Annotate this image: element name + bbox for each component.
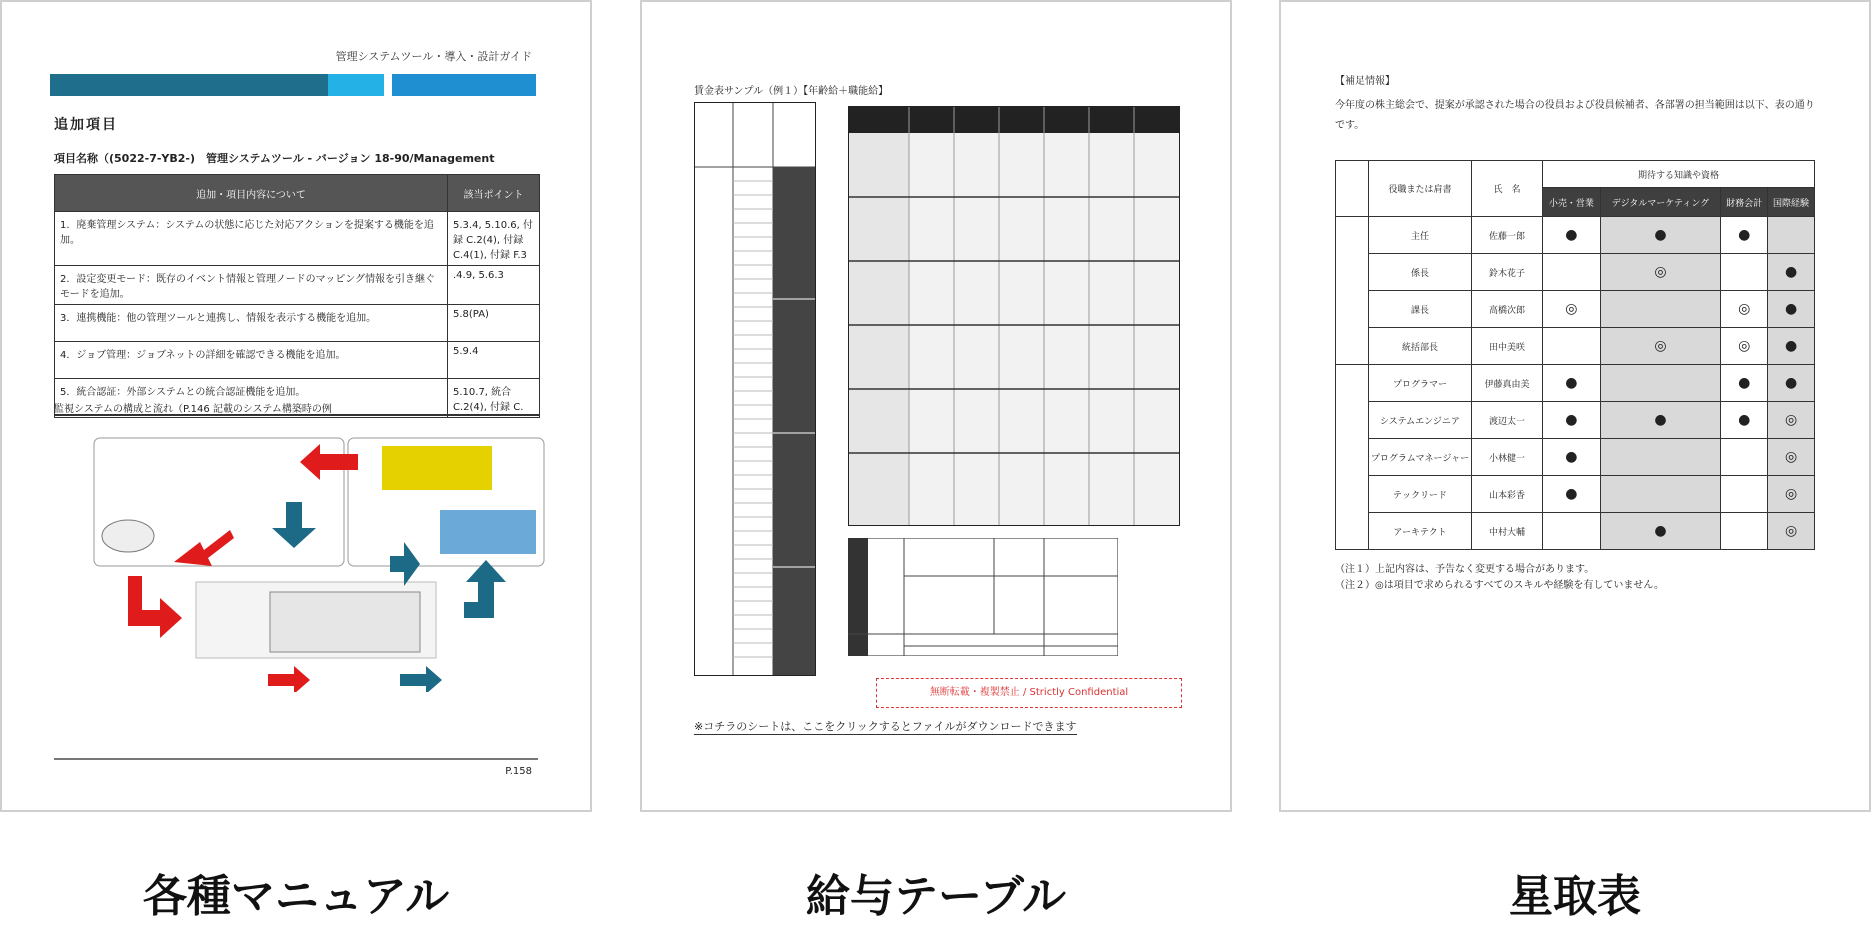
role-cell: 係長: [1369, 254, 1472, 291]
caption-salary: 給与テーブル: [805, 871, 1067, 922]
notes: [1335, 562, 1664, 594]
table-row: [1336, 254, 1815, 291]
col-header-point: 該当ポイント: [448, 175, 540, 212]
skill-col: デジタルマーケティング: [1600, 188, 1721, 217]
mark-cell: [1600, 365, 1721, 402]
additions-table: [54, 174, 540, 418]
table-row: [55, 342, 540, 379]
footer-divider: [54, 758, 538, 760]
name-cell: 伊藤真由美: [1472, 365, 1543, 402]
salary-page: [640, 0, 1232, 812]
row-text: 3．連携機能：他の管理ツールと連携し、情報を表示する機能を追加。: [55, 305, 448, 342]
table-row: [1336, 217, 1815, 254]
col-header-content: 追加・項目内容について: [55, 175, 448, 212]
col-role: 役職または肩書: [1369, 161, 1472, 217]
group-cell: [1336, 217, 1369, 365]
skills-intro: 今年度の株主総会で、提案が承認された場合の役員および役員候補者、各部署の担当範囲は以下、表の通りです。: [1335, 100, 1815, 131]
mark-cell: ●: [1600, 217, 1721, 254]
col-group: 期待する知識や資格: [1543, 161, 1815, 188]
mark-cell: ●: [1600, 513, 1721, 550]
mark-cell: ●: [1543, 217, 1601, 254]
row-text: 1．廃棄管理システム：システムの状態に応じた対応アクションを提案する機能を追加。: [55, 212, 448, 266]
caption-manual: 各種マニュアル: [142, 871, 450, 922]
table-row: [1336, 328, 1815, 365]
manual-header: 管理システムツール・導入・設計ガイド: [335, 50, 532, 63]
mark-cell: ●: [1543, 365, 1601, 402]
row-point: 5.10.7, 統合 C.2(4), 付録 C.: [448, 379, 540, 418]
name-cell: 佐藤一郎: [1472, 217, 1543, 254]
mark-cell: ●: [1543, 402, 1601, 439]
table-row: [55, 305, 540, 342]
corner-cell: [1336, 161, 1369, 217]
role-cell: アーキテクト: [1369, 513, 1472, 550]
role-cell: 統括部長: [1369, 328, 1472, 365]
skill-col: 国際経験: [1768, 188, 1815, 217]
table-row: [1336, 476, 1815, 513]
name-cell: 田中美咲: [1472, 328, 1543, 365]
mark-cell: [1543, 513, 1601, 550]
mark-cell: ●: [1768, 254, 1815, 291]
role-cell: プログラマー: [1369, 365, 1472, 402]
table-row: [1336, 291, 1815, 328]
table-row: [1336, 402, 1815, 439]
skill-col: 小売・営業: [1543, 188, 1601, 217]
mark-cell: ◎: [1721, 328, 1768, 365]
mark-cell: [1543, 328, 1601, 365]
skill-col: 財務会計: [1721, 188, 1768, 217]
mark-cell: ◎: [1721, 291, 1768, 328]
header-color-bar: [50, 74, 540, 96]
mark-cell: ◎: [1768, 513, 1815, 550]
mark-cell: ◎: [1768, 402, 1815, 439]
mark-cell: ◎: [1600, 328, 1721, 365]
mark-cell: [1721, 513, 1768, 550]
project-name: 項目名称（(5022-7-YB2-) 管理システムツール - バージョン 18-90/Management: [54, 152, 495, 165]
name-cell: 山本彩香: [1472, 476, 1543, 513]
download-link[interactable]: ※コチラのシートは、ここをクリックするとファイルがダウンロードできます: [694, 720, 1077, 733]
mark-cell: ●: [1721, 365, 1768, 402]
name-cell: 鈴木花子: [1472, 254, 1543, 291]
diagram-note: 監視システムの構成と流れ（P.146 記載のシステム構築時の例: [54, 404, 332, 415]
role-cell: プログラムマネージャー: [1369, 439, 1472, 476]
row-point: .4.9, 5.6.3: [448, 266, 540, 305]
mark-cell: ●: [1721, 217, 1768, 254]
grade-wage-grid: [848, 106, 1180, 526]
skills-page: [1279, 0, 1871, 812]
note-1: （注１）上記内容は、予告なく変更する場合があります。: [1335, 564, 1595, 575]
mark-cell: ◎: [1543, 291, 1601, 328]
wage-components-table: [848, 538, 1118, 656]
mark-cell: [1600, 476, 1721, 513]
salary-title: 賃金表サンプル（例１）【年齢給＋職能給】: [694, 86, 889, 97]
row-text: 5．統合認証：外部システムとの統合認証機能を追加。: [55, 379, 448, 418]
mark-cell: [1721, 254, 1768, 291]
row-point: 5.8(PA): [448, 305, 540, 342]
col-name: 氏 名: [1472, 161, 1543, 217]
name-cell: 渡辺太一: [1472, 402, 1543, 439]
row-text: 4．ジョブ管理：ジョブネットの詳細を確認できる機能を追加。: [55, 342, 448, 379]
table-row: [55, 212, 540, 266]
mark-cell: ◎: [1600, 254, 1721, 291]
mark-cell: [1721, 476, 1768, 513]
mark-cell: ●: [1543, 476, 1601, 513]
note-2: （注２）◎は項目で求められるすべてのスキルや経験を有していません。: [1335, 580, 1665, 591]
age-wage-table: [694, 102, 816, 676]
mark-cell: [1543, 254, 1601, 291]
section-title: 追加項目: [54, 117, 118, 133]
mark-cell: [1768, 217, 1815, 254]
mark-cell: [1600, 439, 1721, 476]
row-text: 2．設定変更モード：既存のイベント情報と管理ノードのマッピング情報を引き継ぐモードを追加。: [55, 266, 448, 305]
role-cell: システムエンジニア: [1369, 402, 1472, 439]
mark-cell: ◎: [1768, 476, 1815, 513]
mark-cell: ●: [1721, 402, 1768, 439]
mark-cell: ◎: [1768, 439, 1815, 476]
mark-cell: [1600, 291, 1721, 328]
mark-cell: [1721, 439, 1768, 476]
skills-matrix: [1335, 160, 1815, 550]
role-cell: テックリード: [1369, 476, 1472, 513]
mark-cell: ●: [1768, 365, 1815, 402]
name-cell: 高橋次郎: [1472, 291, 1543, 328]
table-row: [1336, 365, 1815, 402]
mark-cell: ●: [1768, 291, 1815, 328]
manual-page: [0, 0, 592, 812]
role-cell: 課長: [1369, 291, 1472, 328]
mark-cell: ●: [1600, 402, 1721, 439]
skills-heading: 【補足情報】: [1335, 76, 1395, 87]
mark-cell: ●: [1768, 328, 1815, 365]
name-cell: 小林健一: [1472, 439, 1543, 476]
mark-cell: ●: [1543, 439, 1601, 476]
row-point: 5.3.4, 5.10.6, 付録 C.2(4), 付録 C.4(1), 付録 F.3: [448, 212, 540, 266]
confidential-notice: 無断転載・複製禁止 / Strictly Confidential: [876, 678, 1182, 708]
system-flow-diagram: [90, 432, 550, 692]
page-number: P.158: [505, 766, 532, 777]
row-point: 5.9.4: [448, 342, 540, 379]
divider: [54, 414, 540, 416]
name-cell: 中村大輔: [1472, 513, 1543, 550]
role-cell: 主任: [1369, 217, 1472, 254]
table-row: [1336, 439, 1815, 476]
group-cell: [1336, 365, 1369, 550]
table-row: [1336, 513, 1815, 550]
table-row: [55, 266, 540, 305]
caption-skills: 星取表: [1509, 871, 1641, 922]
